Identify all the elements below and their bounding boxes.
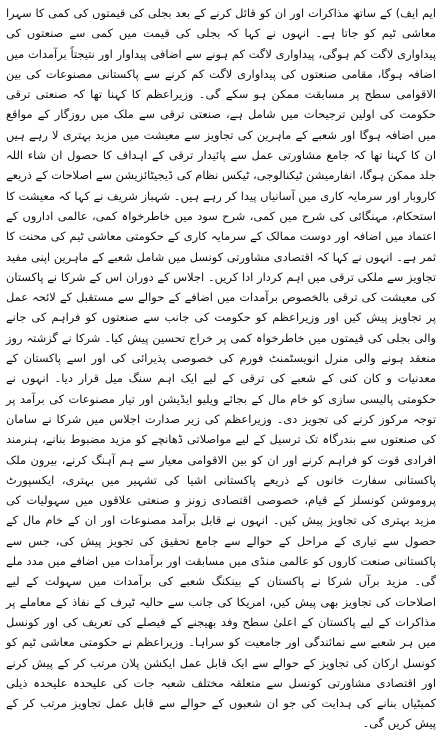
article-body: ایم ایف) کے ساتھ مذاکرات اور ان کو قائل کرنے کے بعد بجلی کی قیمتوں کی کمی کا سہرا معاشی ٹیم کو جاتا ہے۔ انہوں نے کہا کہ بجلی کی قیمت میں کمی سے صنعتوں کی پیداواری لاگت کم ہوگی، پیداواری لاگت کم ہونے سے اضافی پیداوار اور نتیجتاً برآمدات میں اضافہ ہوگا، مقامی صنعتوں کی پیداواری لاگت کم کرنے سے پاکستانی مصنوعات کی بین الاقوامی سطح پر مسابقت ممکن ہو سکے گی۔ وزیراعظم کا کہنا تھا کہ صنعتی ترقی حکومت کی اولین ترجیحات میں شامل ہے، صنعتی ترقی سے ملک میں روزگار کے مواقع میں اضافہ ہوگا اور شعبے کے ماہرین کی تجاویز سے معیشت میں مزید بہتری لا رہے ہیں ان کا کہنا تھا کہ جامع مشاورتی عمل سے پائیدار ترقی کے اہداف کا حصول ان شاء اللہ جلد ممکن ہوگا، انفارمیشن ٹیکنالوجی، ٹیکس نظام کی ڈیجیٹائزیشن سے اصلاحات کے ذریعے کاروبار اور سرمایہ کاری میں آسانیاں پیدا کر رہے ہیں۔ شہباز شریف نے کہا کہ معیشت کا استحکام، مہنگائی کی شرح میں کمی، شرح سود میں خاطرخواہ کمی، عالمی اداروں کے اعتماد میں اضافہ اور دوست ممالک کے سرمایہ کاری کے حکومتی معاشی ٹیم کی محنت کا ثمر ہے۔ انہوں نے کہا کہ اقتصادی مشاورتی کونسل میں شامل شعبے کے ماہرین اپنی مفید تجاویز سے ملکی ترقی میں اہم کردار ادا کریں۔ اجلاس کے دوران اس کے شرکا نے پاکستان کی معیشت کی ترقی بالخصوص برآمدات میں اضافے کے حوالے سے مستقبل کے لائحہ عمل پر تجاویز پیش کیں اور وزیراعظم کو حکومت کی جانب سے صنعتوں کو فراہم کی جانے والی بجلی کی قیمتوں میں خاطرخواہ کمی پر خراج تحسین پیش کیا۔ شرکا نے گزشتہ روز منعقد ہونے والی منرل انویسٹمنٹ فورم کی خصوصی پذیرائی کی اور اسے پاکستان کے معدنیات و کان کنی کے شعبے کی ترقی کے لیے ایک اہم سنگ میل قرار دیا۔ انہوں نے حکومتی پالیسی سازی کو خام مال کے بجائے ویلیو ایڈیشن اور تیار مصنوعات کی برآمد پر توجہ مرکوز کرنے کی تجویز دی۔ وزیراعظم کی زیر صدارت اجلاس میں شرکا نے سامان کی صنعتوں سے بندرگاہ تک ترسیل کے لیے مواصلاتی ڈھانچے کو مزید مضبوط بنانے، ہنرمند افرادی قوت کو فراہم کرنے اور ان کو بین الاقوامی معیار سے ہم آہنگ کرنے، بیرون ملک پاکستانی سفارت خانوں کے ذریعے پاکستانی اشیا کی تشہیر میں بہتری، ایکسپورٹ پروموشن کونسلز کے قیام، خصوصی اقتصادی زونز و صنعتی علاقوں میں سہولیات کی مزید بہتری کی تجاویز پیش کیں۔ انہوں نے قابل برآمد مصنوعات اور ان کے خام مال کے حصول سے تیاری کے مراحل کے حوالے سے جامع تحقیق کی تجویز پیش کی، جس سے پاکستانی صنعت کاروں کو عالمی منڈی میں مسابقت اور برآمدات میں اضافے میں مدد ملے گی۔ مزید برآں شرکا نے پاکستان کے بینکنگ شعبے کی برآمدات میں سہولت کے لیے اصلاحات کی تجاویز بھی پیش کیں، امریکا کی جانب سے حالیہ ٹیرف کے نفاذ کے معاملے پر مذاکرات کے لیے پاکستان کے اعلیٰ سطح وفد بھیجنے کے فیصلے کی تعریف کی اور کونسل میں ہر شعبے سے نمائندگی اور جامعیت کو سراہا۔ وزیراعظم نے حکومتی معاشی ٹیم کو کونسل ارکان کی تجاویز کے حوالے سے ایک قابل عمل ایکشن پلان مرتب کر کے پیش کرنے اور اقتصادی مشاورتی کونسل سے متعلقہ مختلف شعبہ جات کی علیحدہ علیحدہ ذیلی کمیٹیاں بنانے کی ہدایت کی جو ان شعبوں کے حوالے سے قابل عمل تجاویز مرتب کر کے پیش کریں گی۔	[6, 6, 436, 731]
